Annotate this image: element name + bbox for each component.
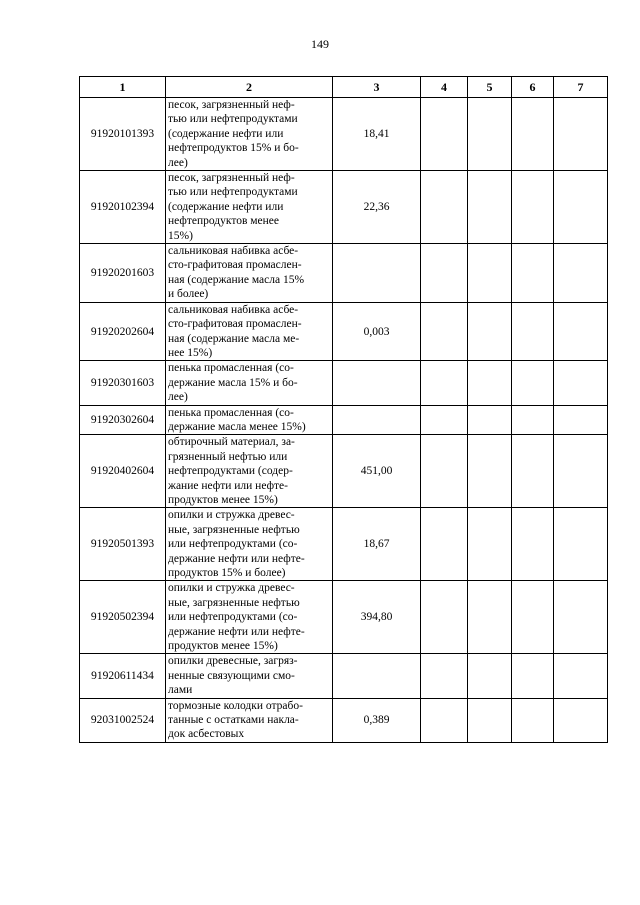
waste-name-cell — [166, 244, 333, 303]
table-row — [80, 361, 608, 405]
waste-name-cell — [166, 698, 333, 742]
waste-name-line: сальниковая набивка асбе- — [168, 303, 299, 316]
empty-cell — [421, 302, 468, 361]
empty-cell — [554, 508, 608, 581]
empty-cell — [468, 405, 512, 435]
empty-cell — [554, 654, 608, 698]
empty-cell — [421, 244, 468, 303]
waste-code-cell: 91920101393 — [80, 98, 166, 171]
waste-name-line: пенька промасленная (со- — [168, 406, 294, 419]
value-cell: 22,36 — [333, 171, 421, 244]
header-row — [80, 77, 608, 98]
value-cell: 0,389 — [333, 698, 421, 742]
column-header: 4 — [421, 77, 468, 98]
empty-cell — [468, 98, 512, 171]
empty-cell — [512, 361, 554, 405]
waste-name-line: продуктов 15% и более) — [168, 567, 286, 579]
empty-cell — [468, 654, 512, 698]
table-row — [80, 508, 608, 581]
waste-name-line: лами — [168, 684, 193, 697]
value-cell — [333, 654, 421, 698]
waste-name-line: и более) — [168, 288, 209, 301]
waste-name-line: продуктов менее 15%) — [168, 640, 278, 653]
waste-name-line: ная (содержание масла 15% — [168, 273, 305, 286]
waste-name-line: песок, загрязненный неф- — [168, 99, 295, 111]
waste-name-line: тормозные колодки отрабо- — [168, 699, 303, 712]
value-cell: 18,41 — [333, 98, 421, 171]
column-header: 3 — [333, 77, 421, 98]
empty-cell — [421, 654, 468, 698]
empty-cell — [468, 171, 512, 244]
empty-cell — [468, 244, 512, 303]
waste-name-cell — [166, 302, 333, 361]
table-row — [80, 244, 608, 303]
waste-name-line: опилки и стружка древес- — [168, 509, 295, 522]
value-cell: 394,80 — [333, 581, 421, 654]
empty-cell — [468, 435, 512, 508]
waste-name-line: держание нефти или нефте- — [168, 625, 305, 638]
waste-name-cell — [166, 654, 333, 698]
waste-name-line: опилки и стружка древес- — [168, 582, 295, 595]
waste-name-line: тью или нефтепродуктами — [168, 113, 298, 126]
empty-cell — [554, 171, 608, 244]
waste-code-cell: 92031002524 — [80, 698, 166, 742]
waste-name-line: (содержание нефти или — [168, 127, 284, 140]
waste-name-line: грязненный нефтью или — [168, 450, 288, 463]
waste-name-line: танные с остатками накла- — [168, 714, 299, 727]
waste-name-line: пенька промасленная (со- — [168, 362, 294, 375]
waste-name-cell — [166, 435, 333, 508]
waste-code-cell: 91920611434 — [80, 654, 166, 698]
waste-code-cell: 91920202604 — [80, 302, 166, 361]
waste-code-cell: 91920301603 — [80, 361, 166, 405]
empty-cell — [421, 508, 468, 581]
waste-name-line: обтирочный материал, за- — [168, 436, 295, 449]
waste-name-line: нефтепродуктов 15% и бо- — [168, 142, 299, 155]
table-row — [80, 98, 608, 171]
waste-name-line: или нефтепродуктами (со- — [168, 611, 298, 624]
empty-cell — [468, 361, 512, 405]
value-cell: 0,003 — [333, 302, 421, 361]
empty-cell — [468, 302, 512, 361]
table-row — [80, 581, 608, 654]
empty-cell — [421, 361, 468, 405]
waste-name-line: док асбестовых — [168, 728, 245, 741]
empty-cell — [468, 581, 512, 654]
waste-name-line: ная (содержание масла ме- — [168, 332, 300, 345]
waste-name-line: тью или нефтепродуктами — [168, 186, 298, 199]
waste-name-line: держание масла менее 15%) — [168, 420, 306, 433]
value-cell: 451,00 — [333, 435, 421, 508]
waste-name-line: нее 15%) — [168, 346, 213, 359]
waste-name-cell — [166, 98, 333, 171]
waste-name-line: держание нефти или нефте- — [168, 552, 305, 565]
empty-cell — [421, 581, 468, 654]
waste-name-line: ные, загрязненные нефтью — [168, 596, 300, 609]
empty-cell — [554, 581, 608, 654]
waste-name-line: держание масла 15% и бо- — [168, 376, 298, 389]
waste-name-cell — [166, 581, 333, 654]
waste-name-line: лее) — [168, 156, 188, 169]
empty-cell — [554, 244, 608, 303]
waste-name-cell — [166, 508, 333, 581]
waste-code-cell: 91920201603 — [80, 244, 166, 303]
empty-cell — [421, 405, 468, 435]
empty-cell — [512, 698, 554, 742]
empty-cell — [512, 508, 554, 581]
waste-name-line: опилки древесные, загряз- — [168, 655, 298, 668]
waste-name-cell — [166, 361, 333, 405]
waste-name-line: жание нефти или нефте- — [168, 479, 288, 492]
column-header: 2 — [166, 77, 333, 98]
waste-name-line: песок, загрязненный неф- — [168, 172, 295, 185]
page-number: 149 — [311, 37, 329, 51]
waste-code-cell: 91920501393 — [80, 508, 166, 581]
empty-cell — [468, 508, 512, 581]
table-row — [80, 654, 608, 698]
empty-cell — [554, 302, 608, 361]
empty-cell — [554, 698, 608, 742]
empty-cell — [554, 361, 608, 405]
empty-cell — [512, 244, 554, 303]
waste-name-cell — [166, 405, 333, 435]
empty-cell — [512, 581, 554, 654]
waste-code-cell: 91920302604 — [80, 405, 166, 435]
table-row — [80, 405, 608, 435]
waste-name-line: нефтепродуктов менее — [168, 215, 280, 228]
column-header: 6 — [512, 77, 554, 98]
column-header: 7 — [554, 77, 608, 98]
waste-name-cell — [166, 171, 333, 244]
table-row — [80, 435, 608, 508]
empty-cell — [512, 405, 554, 435]
empty-cell — [512, 302, 554, 361]
empty-cell — [421, 435, 468, 508]
waste-code-cell: 91920502394 — [80, 581, 166, 654]
waste-name-line: сто-графитовая промаслен- — [168, 259, 302, 272]
waste-name-line: 15%) — [168, 229, 193, 242]
table-row — [80, 302, 608, 361]
empty-cell — [512, 98, 554, 171]
empty-cell — [554, 435, 608, 508]
waste-table — [79, 76, 608, 743]
waste-code-cell: 91920102394 — [80, 171, 166, 244]
empty-cell — [421, 98, 468, 171]
waste-name-line: сальниковая набивка асбе- — [168, 245, 299, 258]
waste-name-line: ненные связующими смо- — [168, 669, 295, 682]
column-header: 1 — [80, 77, 166, 98]
empty-cell — [468, 698, 512, 742]
waste-name-line: продуктов менее 15%) — [168, 493, 278, 506]
empty-cell — [512, 654, 554, 698]
waste-name-line: сто-графитовая промаслен- — [168, 318, 302, 331]
empty-cell — [554, 98, 608, 171]
column-header: 5 — [468, 77, 512, 98]
empty-cell — [512, 435, 554, 508]
value-cell — [333, 361, 421, 405]
waste-name-line: или нефтепродуктами (со- — [168, 538, 298, 551]
waste-code-cell: 91920402604 — [80, 435, 166, 508]
empty-cell — [421, 171, 468, 244]
empty-cell — [512, 171, 554, 244]
waste-name-line: лее) — [168, 391, 188, 404]
value-cell — [333, 405, 421, 435]
value-cell — [333, 244, 421, 303]
waste-name-line: ные, загрязненные нефтью — [168, 523, 300, 536]
table-row — [80, 698, 608, 742]
value-cell: 18,67 — [333, 508, 421, 581]
empty-cell — [554, 405, 608, 435]
waste-name-line: (содержание нефти или — [168, 200, 284, 213]
waste-name-line: нефтепродуктами (содер- — [168, 465, 293, 478]
empty-cell — [421, 698, 468, 742]
table-row — [80, 171, 608, 244]
